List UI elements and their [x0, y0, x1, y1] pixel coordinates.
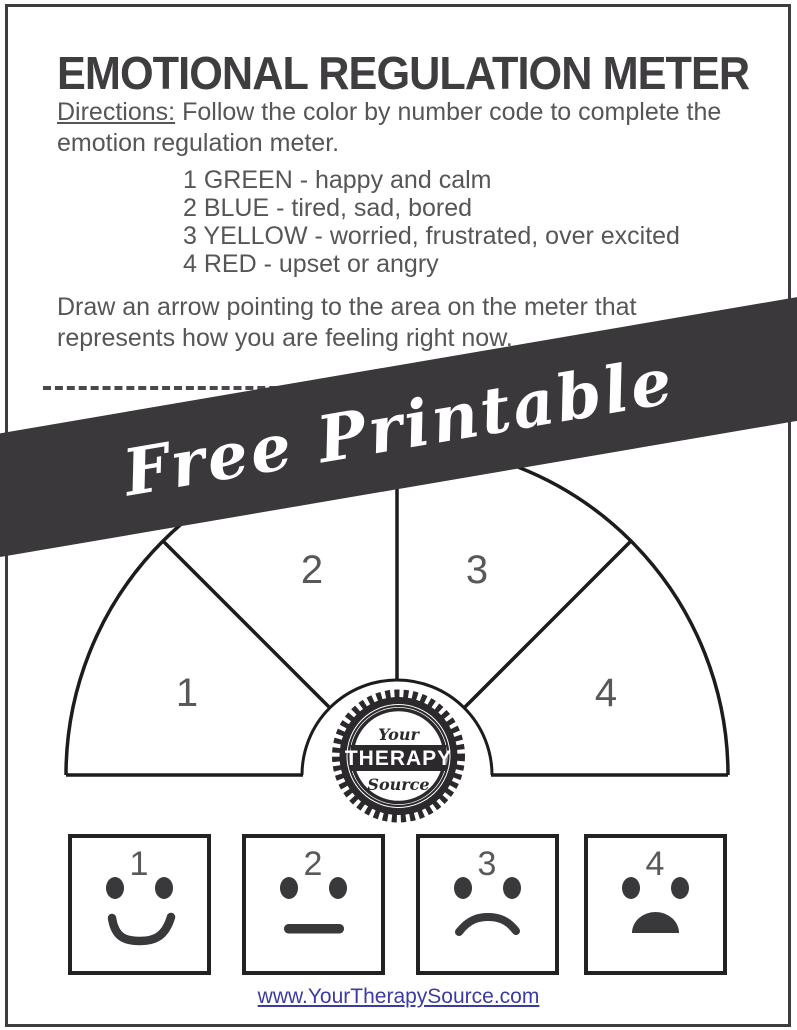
meter-section-3: 3 — [465, 548, 489, 592]
face-number: 4 — [645, 845, 665, 883]
color-code-item-blue: 2 BLUE - tired, sad, bored — [183, 194, 473, 222]
footer-link[interactable]: www.YourTherapySource.com — [257, 985, 540, 1008]
color-code-item-green: 1 GREEN - happy and calm — [183, 166, 492, 194]
directions-label: Directions: — [57, 98, 176, 126]
meter-section-2: 2 — [300, 548, 324, 592]
logo-name-text: THERAPY — [344, 747, 453, 770]
logo-bottom-text: Source — [367, 775, 430, 794]
face-number: 3 — [477, 845, 497, 883]
meter-section-4: 4 — [594, 671, 618, 715]
directions-text: Follow the color by number code to complete the emotion regulation meter. — [57, 98, 722, 157]
arrow-instruction: Draw an arrow pointing to the area on the meter that represents how you are feeling right now. — [57, 293, 637, 352]
face-number: 1 — [129, 845, 149, 883]
color-code-item-red: 4 RED - upset or angry — [183, 250, 439, 278]
logo-top-text: Your — [378, 725, 419, 744]
banner-label: Free Printable — [118, 343, 680, 511]
color-code-item-yellow: 3 YELLOW - worried, frustrated, over excited — [183, 222, 680, 250]
meter-section-1: 1 — [175, 671, 199, 715]
page-title: EMOTIONAL REGULATION METER — [57, 47, 750, 99]
face-number: 2 — [303, 845, 323, 883]
